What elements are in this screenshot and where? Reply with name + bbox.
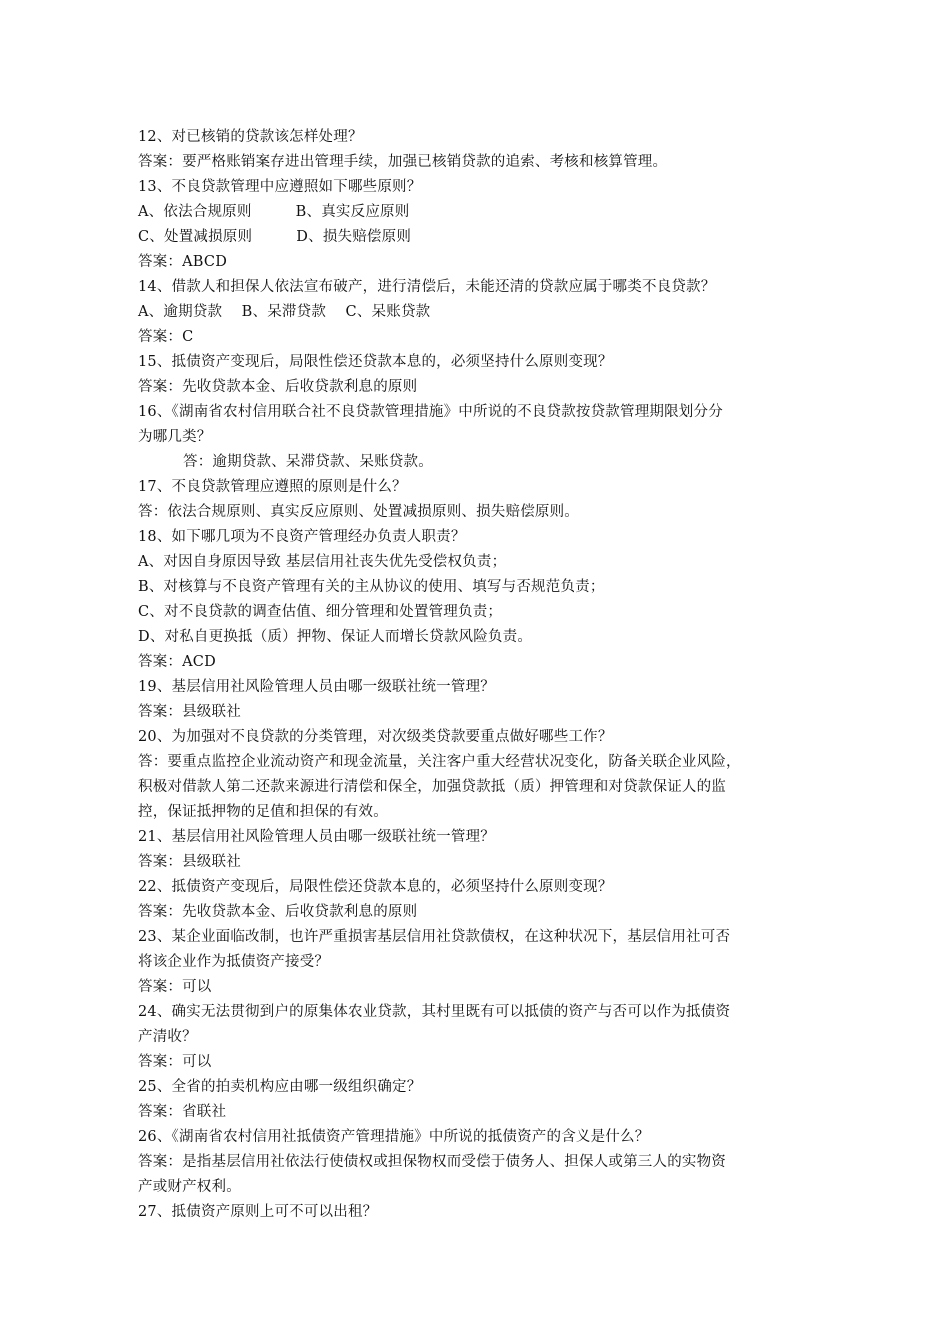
answer-13: 答案：ABCD bbox=[138, 254, 228, 270]
option-ab: A、依法合规原则 B、真实反应原则 bbox=[138, 204, 410, 220]
options-14: A、逾期贷款 B、呆滞贷款 C、呆账贷款 bbox=[138, 304, 431, 320]
question-23: 23、某企业面临改制，也许严重损害基层信用社贷款债权，在这种状况下，基层信用社可否 bbox=[138, 929, 731, 945]
question-15: 15、抵债资产变现后，局限性偿还贷款本息的，必须坚持什么原则变现？ bbox=[138, 354, 613, 370]
question-24: 24、确实无法贯彻到户的原集体农业贷款，其村里既有可以抵债的资产与否可以作为抵债资 bbox=[138, 1004, 731, 1020]
answer-26-line-1: 答案：是指基层信用社依法行使债权或担保物权而受偿于债务人、担保人或第三人的实物资 bbox=[138, 1154, 726, 1170]
answer-23: 答案：可以 bbox=[138, 979, 212, 995]
answer-18: 答案：ACD bbox=[138, 654, 216, 670]
answer-21: 答案：县级联社 bbox=[138, 854, 241, 870]
answer-14: 答案：C bbox=[138, 329, 194, 345]
answer-19: 答案：县级联社 bbox=[138, 704, 241, 720]
question-26: 26、《湖南省农村信用社抵债资产管理措施》中所说的抵债资产的含义是什么？ bbox=[138, 1129, 650, 1145]
answer-22: 答案：先收贷款本金、后收贷款利息的原则 bbox=[138, 904, 418, 920]
answer-24: 答案：可以 bbox=[138, 1054, 212, 1070]
option-18-a: A、对因自身原因导致 基层信用社丧失优先受偿权负责； bbox=[138, 554, 507, 570]
option-cd: C、处置减损原则 D、损失赔偿原则 bbox=[138, 229, 412, 245]
answer-26-line-2: 产或财产权利。 bbox=[138, 1179, 241, 1195]
question-16: 16、《湖南省农村信用联合社不良贷款管理措施》中所说的不良贷款按贷款管理期限划分分 bbox=[138, 404, 723, 420]
answer-17: 答：依法合规原则、真实反应原则、处置减损原则、损失赔偿原则。 bbox=[138, 504, 579, 520]
question-24-continued: 产清收？ bbox=[138, 1029, 197, 1045]
question-27: 27、抵债资产原则上可不可以出租？ bbox=[138, 1204, 378, 1220]
option-18-c: C、对不良贷款的调查估值、细分管理和处置管理负责； bbox=[138, 604, 503, 620]
question-25: 25、全省的拍卖机构应由哪一级组织确定？ bbox=[138, 1079, 422, 1095]
question-17: 17、不良贷款管理应遵照的原则是什么？ bbox=[138, 479, 407, 495]
option-18-b: B、对核算与不良资产管理有关的主从协议的使用、填写与否规范负责； bbox=[138, 579, 605, 595]
question-19: 19、基层信用社风险管理人员由哪一级联社统一管理？ bbox=[138, 679, 495, 695]
answer-15: 答案：先收贷款本金、后收贷款利息的原则 bbox=[138, 379, 418, 395]
question-16-continued: 为哪几类？ bbox=[138, 429, 212, 445]
answer-20-line-2: 积极对借款人第二还款来源进行清偿和保全，加强贷款抵（质）押管理和对贷款保证人的监 bbox=[138, 779, 726, 795]
question-23-continued: 将该企业作为抵债资产接受？ bbox=[138, 954, 330, 970]
answer-25: 答案：省联社 bbox=[138, 1104, 227, 1120]
option-18-d: D、对私自更换抵（质）押物、保证人而增长贷款风险负责。 bbox=[138, 629, 533, 645]
question-18: 18、如下哪几项为不良资产管理经办负责人职责？ bbox=[138, 529, 466, 545]
question-13: 13、不良贷款管理中应遵照如下哪些原则？ bbox=[138, 179, 422, 195]
question-22: 22、抵债资产变现后，局限性偿还贷款本息的，必须坚持什么原则变现？ bbox=[138, 879, 613, 895]
answer-20-line-3: 控，保证抵押物的足值和担保的有效。 bbox=[138, 804, 388, 820]
question-21: 21、基层信用社风险管理人员由哪一级联社统一管理？ bbox=[138, 829, 495, 845]
question-12: 12、对已核销的贷款该怎样处理？ bbox=[138, 129, 363, 145]
question-20: 20、为加强对不良贷款的分类管理，对次级类贷款要重点做好哪些工作？ bbox=[138, 729, 613, 745]
question-14: 14、借款人和担保人依法宣布破产，进行清偿后，未能还清的贷款应属于哪类不良贷款？ bbox=[138, 279, 716, 295]
answer-12: 答案：要严格账销案存进出管理手续，加强已核销贷款的追索、考核和核算管理。 bbox=[138, 154, 668, 170]
answer-20-line-1: 答：要重点监控企业流动资产和现金流量，关注客户重大经营状况变化，防备关联企业风险， bbox=[138, 754, 741, 770]
answer-16: 答：逾期贷款、呆滞贷款、呆账贷款。 bbox=[183, 454, 433, 470]
